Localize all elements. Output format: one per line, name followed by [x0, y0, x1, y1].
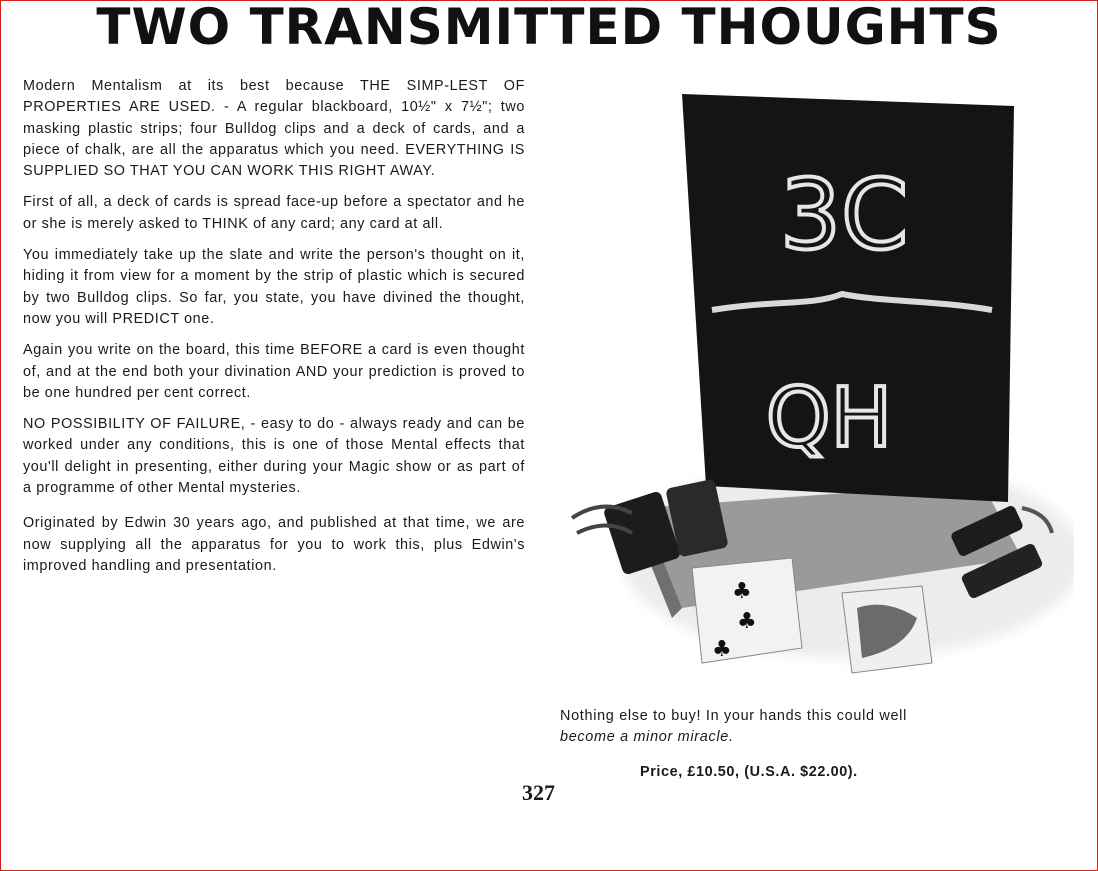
product-photo — [552, 88, 1074, 684]
svg-text:♣: ♣ — [737, 609, 757, 634]
price-text: Price, £10.50, (U.S.A. $22.00). — [640, 764, 858, 780]
photo-caption — [560, 706, 1068, 748]
paragraph-step-three: Again you write on the board, this time BEFORE a card is even thought of, and at the end both your divination AND your prediction is proved to be one hundred per cent correct. — [23, 342, 525, 401]
playing-card-clubs — [692, 558, 802, 663]
page-number: 327 — [522, 780, 555, 805]
page-title: TWO TRANSMITTED THOUGHTS — [96, 0, 1002, 56]
playing-card-queen — [842, 586, 932, 673]
caption-line-1: Nothing else to buy! In your hands this could well — [560, 708, 907, 724]
svg-text:♣: ♣ — [712, 637, 732, 662]
caption-line-2: become a minor miracle. — [560, 729, 734, 745]
svg-text:♣: ♣ — [732, 579, 752, 604]
paragraph-intro: Modern Mentalism at its best because THE SIMP-LEST OF PROPERTIES ARE USED. - A regular blackboard, 10½" x 7½"; two masking plastic strips; four Bulldog clips and a deck of cards, and a piece of chalk, are all the apparatus which you need. EVERYTHING IS SUPPLIED SO THAT YOU CAN WORK THIS RIGHT AWAY. — [23, 78, 525, 180]
paragraph-origin: Originated by Edwin 30 years ago, and published at that time, we are now supplying all the apparatus for you to work this, plus Edwin's improved handling and presentation. — [23, 515, 525, 574]
paragraph-step-one: First of all, a deck of cards is spread face-up before a spectator and he or she is merely asked to THINK of any card; any card at all. — [23, 194, 525, 232]
paragraph-benefits: NO POSSIBILITY OF FAILURE, - easy to do - always ready and can be worked under any conditions, this is one of those Mental effects that you'll delight in presenting, either during your Magic show or as part of a programme of other Mental mysteries. — [23, 416, 525, 497]
paragraph-step-two: You immediately take up the slate and write the person's thought on it, hiding it from view for a moment by the strip of plastic which is secured by two Bulldog clips. So far, you state, you have divined the thought, now you will PREDICT one. — [23, 247, 525, 327]
article-body — [23, 76, 525, 587]
slate-top-text: 3C — [780, 159, 909, 271]
slate-bottom-text: QH — [766, 371, 893, 466]
